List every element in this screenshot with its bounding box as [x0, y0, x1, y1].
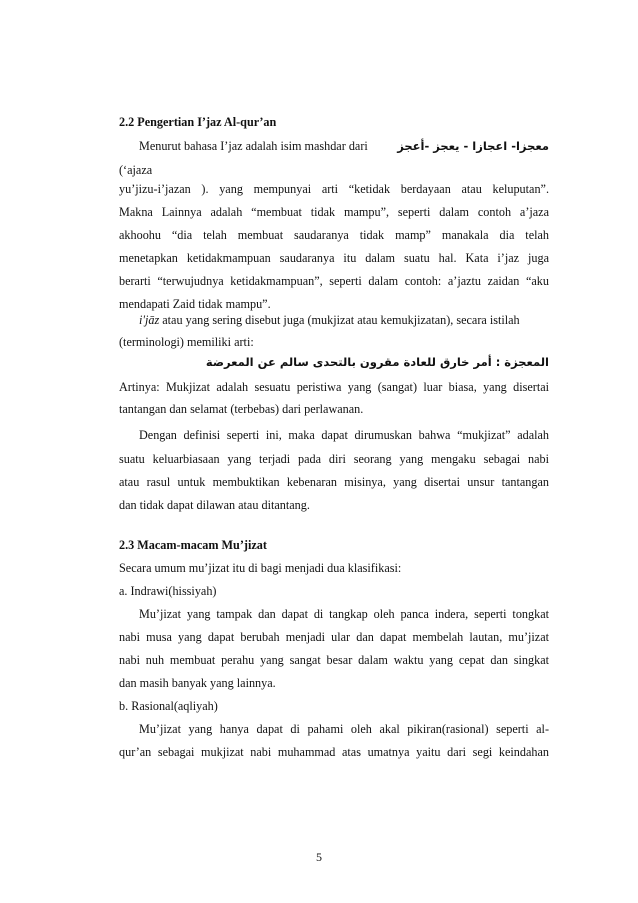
paragraph-line: yu’jizu-i’jazan ). yang mempunyai arti “ketidak berdayaan atau keluputan”. [119, 182, 549, 196]
paragraph-text: atau yang sering disebut juga (mukjizat atau kemukjizatan), secara istilah [159, 313, 520, 327]
paragraph-line: qur’an sebagai mukjizat nabi muhammad atas umatnya yaitu dari segi keindahan [119, 745, 549, 759]
paragraph-line: Artinya: Mukjizat adalah sesuatu peristiwa yang (sangat) luar biasa, yang disertai [119, 380, 549, 394]
paragraph-line: Mu’jizat yang hanya dapat di pahami oleh akal pikiran(rasional) seperti al- [139, 722, 549, 736]
paragraph-line: (‘ajaza [119, 163, 153, 177]
section-heading-2-2: 2.2 Pengertian I’jaz Al-qur’an [119, 115, 277, 129]
paragraph-line: menetapkan ketidakmampuan saudaranya itu dalam suatu hal. Kata i’jaz juga [119, 251, 549, 265]
paragraph-line: Makna Lainnya adalah “membuat tidak mampu”, seperti dalam contoh a’jaza [119, 205, 549, 219]
section-heading-2-3: 2.3 Macam-macam Mu’jizat [119, 538, 267, 552]
italic-term: i'jāz [139, 313, 160, 327]
list-label: b. Rasional(aqliyah) [119, 699, 218, 713]
paragraph-line: suatu keluarbiasaan yang terjadi pada diri seorang yang mengaku sebagai nabi [119, 452, 549, 466]
paragraph-line [139, 313, 520, 327]
paragraph-line: tantangan dan selamat (terbebas) dari perlawanan. [119, 402, 364, 416]
paragraph-line: Dengan definisi seperti ini, maka dapat dirumuskan bahwa “mukjizat” adalah [139, 428, 549, 442]
paragraph-text: Menurut bahasa I’jaz adalah isim mashdar dari [139, 139, 368, 153]
paragraph-line: berarti “terwujudnya ketidakmampuan”, seperti dalam contoh: a’jaztu zaidan “aku [119, 274, 549, 288]
paragraph-line: (terminologi) memiliki arti: [119, 335, 254, 349]
paragraph-line: nabi nuh membuat perahu yang sangat besar dalam waktu yang cepat dan singkat [119, 653, 549, 667]
list-label: a. Indrawi(hissiyah) [119, 584, 217, 598]
paragraph-line: dan masih banyak yang lainnya. [119, 676, 276, 690]
paragraph-line: akhoohu “dia telah membuat saudaranya tidak mamp” manakala dia telah [119, 228, 549, 242]
arabic-definition: المعجزة : أمر خارق للعادة مقرون بالتحدى سالم عن المعرضة [205, 355, 549, 369]
paragraph-line [139, 139, 549, 153]
arabic-inline-text: معجزا- اعجازا - يعجز -أعجز [397, 139, 549, 153]
paragraph-line: mendapati Zaid tidak mampu”. [119, 297, 271, 311]
paragraph-line: Secara umum mu’jizat itu di bagi menjadi dua klasifikasi: [119, 561, 402, 575]
paragraph-line: dan tidak dapat dilawan atau ditantang. [119, 498, 310, 512]
paragraph-line: Mu’jizat yang tampak dan dapat di tangkap oleh panca indera, seperti tongkat [139, 607, 549, 621]
page-number: 5 [316, 850, 322, 864]
paragraph-line: nabi musa yang dapat berubah menjadi ular dan dapat membelah lautan, mu’jizat [119, 630, 549, 644]
paragraph-line: atau rasul untuk membuktikan kebenaran misinya, yang disertai unsur tantangan [119, 475, 549, 489]
